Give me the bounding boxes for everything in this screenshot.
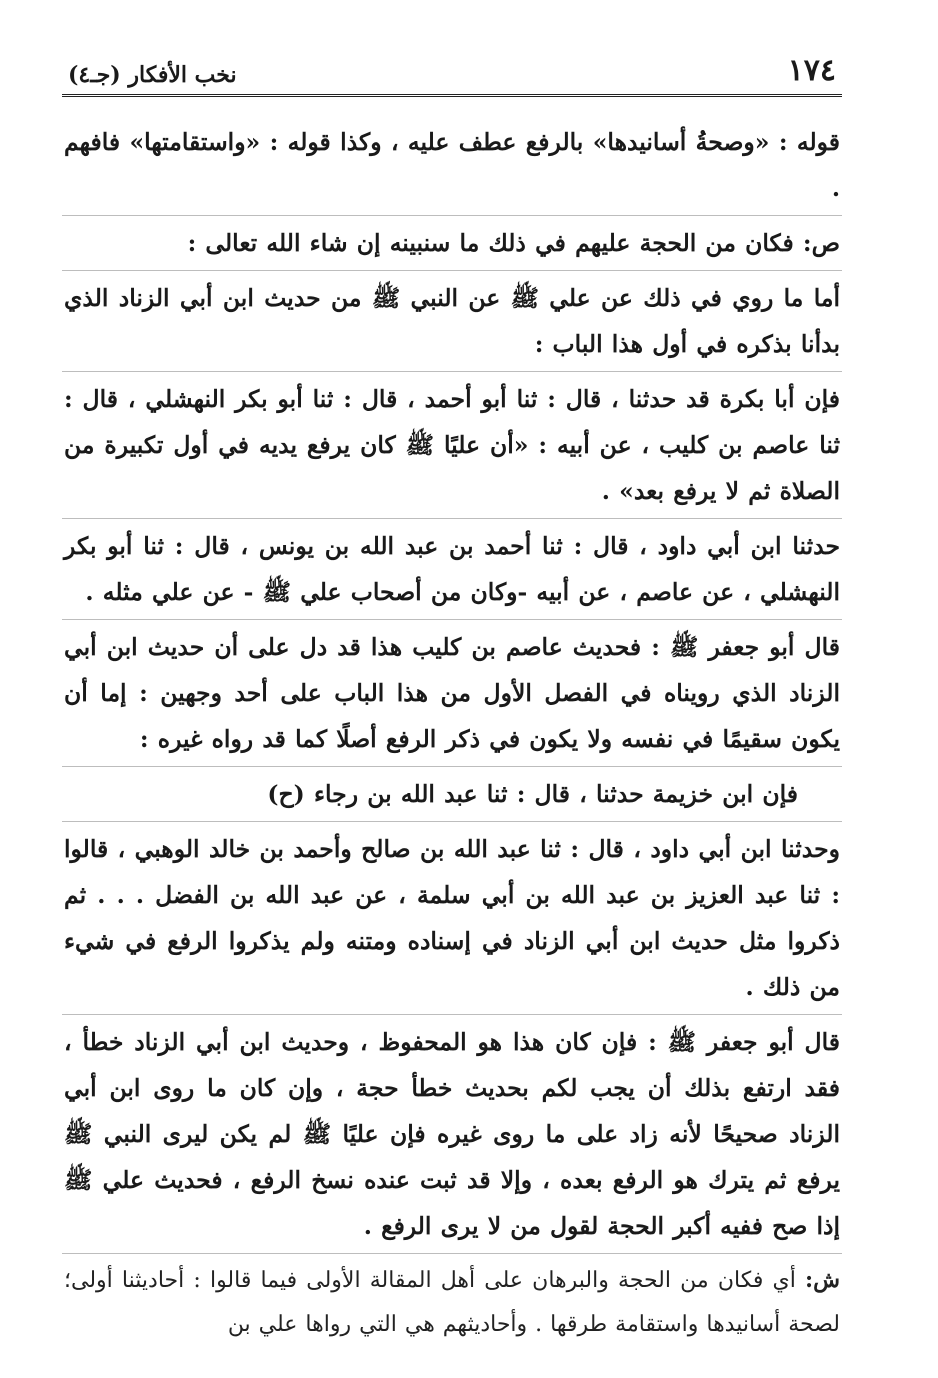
paragraph-8 bbox=[62, 821, 842, 1010]
paragraph-text: أما ما روي في ذلك عن علي ﷺ عن النبي ﷺ من حديث ابن أبي الزناد الذي بدأنا بذكره في أول هذا الباب : bbox=[64, 284, 840, 358]
paragraph-text: قال أبو جعفر ﷺ : فإن كان هذا هو المحفوظ ، وحديث ابن أبي الزناد خطأ ، فقد ارتفع بذلك أن يجب لكم بحديث خطأ حجة ، وإن كان ما روى ابن أبي الزناد صحيحًا لأنه زاد على ما روى غيره فإن عليًا ﷺ لم يكن ليرى النبي ﷺ يرفع ثم يترك هو الرفع بعده ، وإلا قد ثبت عنده نسخ الرفع ، فحديث علي ﷺ إذا صح ففيه أكبر الحجة لقول من لا يرى الرفع . bbox=[64, 1028, 840, 1240]
book-page bbox=[62, 40, 842, 1347]
paragraph-commentary bbox=[62, 1253, 842, 1347]
paragraph-text: أي فكان من الحجة والبرهان على أهل المقالة الأولى فيما قالوا : أحاديثنا أولى؛ لصحة أسانيدها واستقامة طرقها . وأحاديثهم هي التي رواها علي بن bbox=[64, 1268, 840, 1337]
paragraph-lead: ص: bbox=[802, 229, 840, 257]
paragraph-text: بالرفع عطف عليه ، وكذا قوله : «واستقامتها» فافهم . bbox=[64, 128, 840, 202]
page-body bbox=[62, 119, 842, 1347]
paragraph-2 bbox=[62, 215, 842, 266]
paragraph-text: وحدثنا ابن أبي داود ، قال : ثنا عبد الله بن صالح وأحمد بن خالد الوهبي ، قالوا : ثنا عبد العزيز بن عبد الله بن أبي سلمة ، عن عبد الله بن الفضل . . . ثم ذكروا مثل حديث ابن أبي الزناد في إسناده ومتنه ولم يذكروا الرفع في شيء من ذلك . bbox=[64, 835, 840, 1001]
page-number: ١٧٤ bbox=[787, 53, 836, 88]
paragraph-text: فإن أبا بكرة قد حدثنا ، قال : ثنا أبو أحمد ، قال : ثنا أبو بكر النهشلي ، قال : ثنا عاصم بن كليب ، عن أبيه : «أن عليًا ﷺ كان يرفع يديه في أول تكبيرة من الصلاة ثم لا يرفع بعد» . bbox=[64, 385, 840, 505]
paragraph-6 bbox=[62, 619, 842, 762]
paragraph-1 bbox=[62, 119, 842, 211]
paragraph-4 bbox=[62, 371, 842, 514]
paragraph-3 bbox=[62, 270, 842, 367]
running-title: نخب الأفكار (جـ٤) bbox=[68, 62, 237, 88]
paragraph-lead: قوله : «وصحةُ أسانيدها» bbox=[592, 128, 840, 156]
paragraph-9 bbox=[62, 1014, 842, 1249]
paragraph-text: فإن ابن خزيمة حدثنا ، قال : ثنا عبد الله بن رجاء (ح) bbox=[267, 780, 798, 808]
paragraph-text: فكان من الحجة عليهم في ذلك ما سنبينه إن شاء الله تعالى : bbox=[187, 229, 803, 257]
paragraph-text: حدثنا ابن أبي داود ، قال : ثنا أحمد بن عبد الله بن يونس ، قال : ثنا أبو بكر النهشلي ، عن عاصم ، عن أبيه -وكان من أصحاب علي ﷺ - عن علي مثله . bbox=[64, 532, 840, 606]
paragraph-7 bbox=[62, 766, 842, 817]
paragraph-lead: ش: bbox=[805, 1267, 840, 1293]
paragraph-5 bbox=[62, 518, 842, 615]
paragraph-text: قال أبو جعفر ﷺ : فحديث عاصم بن كليب هذا قد دل على أن حديث ابن أبي الزناد الذي رويناه في الفصل الأول من هذا الباب على أحد وجهين : إما أن يكون سقيمًا في نفسه ولا يكون في ذكر الرفع أصلًا كما قد رواه غيره : bbox=[64, 633, 840, 753]
page-header bbox=[62, 40, 842, 97]
